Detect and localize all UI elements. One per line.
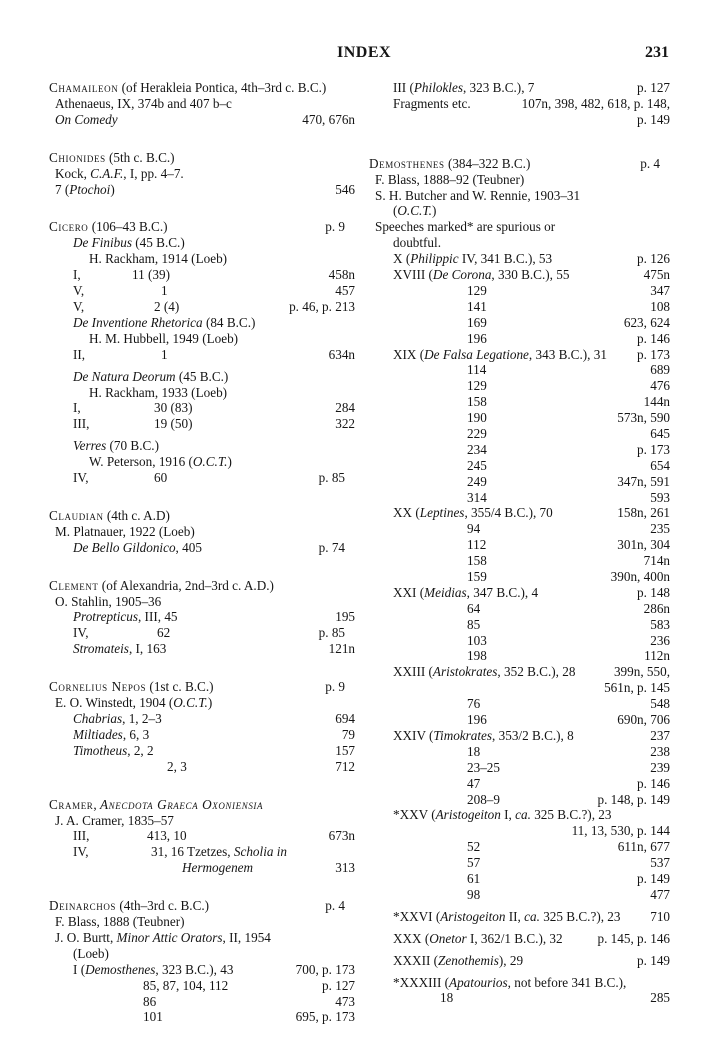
section-row (369, 394, 670, 410)
section-row (369, 569, 670, 585)
edition-line: H. Rackham, 1933 (Loeb) (89, 384, 228, 400)
section-row (369, 760, 670, 776)
section-rows (369, 744, 670, 808)
note-line: Speeches marked* are spurious or (375, 219, 556, 235)
section-row (369, 362, 670, 378)
right-column (369, 80, 670, 1028)
section-row (369, 458, 670, 474)
section-number: 159 (467, 569, 487, 585)
left-column (49, 80, 355, 1047)
index-entry-claudian (49, 508, 355, 556)
citation-row: III (Philokles, 323 B.C.), 7 p. 127 (393, 80, 670, 95)
page-reference: p. 146 (637, 775, 670, 791)
section-row (369, 887, 670, 903)
citation-row: IV, 60 p. 85 (73, 470, 345, 486)
citation-row: V, 1 457 (73, 283, 355, 299)
section-number: 158 (467, 553, 487, 569)
page-reference: 714n (643, 553, 670, 569)
speech-row: XXI (Meidias, 347 B.C.), 4 p. 148 (393, 584, 670, 600)
edition-line: M. Platnauer, 1922 (Loeb) (55, 523, 195, 539)
work-title: De Natura Deorum (45 B.C.) (73, 368, 229, 384)
edition-line: S. H. Butcher and W. Rennie, 1903–31 (375, 187, 581, 203)
index-entry-cicero (49, 219, 355, 486)
citation-row: V, 2 (4) p. 46, p. 213 (73, 298, 355, 314)
page-reference: 623, 624 (623, 314, 670, 330)
section-number: 141 (467, 298, 487, 314)
speech-row: XX (Leptines, 355/4 B.C.), 70 158n, 261 (393, 505, 670, 521)
page-reference: 239 (650, 759, 670, 775)
index-entry-chamaileon (49, 80, 355, 128)
section-number: 229 (467, 425, 487, 441)
section-number: 18 (467, 743, 481, 759)
section-rows (369, 839, 670, 903)
note-line: doubtful. (393, 235, 441, 251)
edition-line: J. O. Burtt, Minor Attic Orators, II, 1954 (55, 929, 271, 945)
speech-row: XXXII (Zenothemis), 29 p. 149 (393, 952, 670, 968)
page-header (0, 44, 725, 66)
section-number: 47 (467, 775, 481, 791)
page-reference: p. 146 (637, 330, 670, 346)
citation-row: Chabrias, 1, 2–3 694 (73, 711, 355, 726)
index-entry-clement (49, 578, 355, 658)
section-number: 129 (467, 282, 487, 298)
citation-row: II, 1 634n (73, 346, 355, 362)
citation-row: 86 473 (143, 993, 355, 1009)
citation-row: III, 413, 10 673n (73, 828, 355, 844)
page-reference: 144n (643, 394, 670, 410)
page-reference: 476 (650, 378, 670, 394)
citation-row: 7 (Ptochoi) 546 (55, 181, 355, 197)
section-row (369, 315, 670, 331)
section-row (369, 776, 670, 792)
section-row (369, 474, 670, 490)
section-row (369, 426, 670, 442)
speech-row: XVIII (De Corona, 330 B.C.), 55 475n (393, 267, 670, 283)
section-row (369, 490, 670, 506)
section-number: 76 (467, 696, 481, 712)
section-number: 198 (467, 648, 487, 664)
speech-row: *XXV (Aristogeiton I, ca. 325 B.C.?), 23 (393, 807, 612, 823)
edition-line: Athenaeus, IX, 374b and 407 b–c (55, 95, 232, 111)
section-number: 112 (467, 537, 487, 553)
citation-row: III, 19 (50) 322 (73, 416, 355, 432)
page-reference: 112n (644, 648, 670, 664)
section-row (369, 537, 670, 553)
section-number: 23–25 (467, 759, 500, 775)
index-entry-demosthenes (369, 156, 670, 1007)
section-number: 249 (467, 473, 487, 489)
entry-heading: Clement (of Alexandria, 2nd–3rd c. A.D.) (49, 577, 274, 593)
edition-line: F. Blass, 1888–92 (Teubner) (375, 171, 525, 187)
citation-row: p. 149 (637, 111, 670, 127)
page-reference: p. 173 (637, 441, 670, 457)
work-title: De Finibus (45 B.C.) (73, 235, 185, 251)
citation-row: Protrepticus, III, 45 195 (73, 609, 355, 625)
citation-row: Stromateis, I, 163 121n (73, 641, 355, 657)
page-reference: p. 148, p. 149 (597, 791, 670, 807)
section-row (369, 744, 670, 760)
citation-row: Hermogenem 313 (182, 860, 355, 876)
citation-row: 101 695, p. 173 (143, 1009, 355, 1025)
index-entry-deinarchos (49, 898, 355, 1025)
citation-row: I, 30 (83) 284 (73, 400, 355, 416)
entry-heading: Chamaileon (of Herakleia Pontica, 4th–3rd c. B.C.) (49, 80, 327, 95)
page-reference: 548 (650, 696, 670, 712)
section-row (369, 553, 670, 569)
entry-heading: Demosthenes (384–322 B.C.) p. 4 (369, 155, 660, 171)
section-row (369, 792, 670, 808)
edition-line: J. A. Cramer, 1835–57 (55, 812, 174, 828)
page-reference: 108 (650, 298, 670, 314)
speech-row-continued: 11, 13, 530, p. 144 (571, 823, 670, 839)
section-row (369, 696, 670, 712)
citation-row: 18 285 (440, 990, 670, 1006)
section-row (369, 601, 670, 617)
section-rows (369, 362, 670, 505)
section-row (369, 712, 670, 728)
section-number: 94 (467, 521, 481, 537)
section-number: 196 (467, 712, 487, 728)
index-entry-deinarchos-continued (369, 80, 670, 128)
entry-heading: Cicero (106–43 B.C.) p. 9 (49, 219, 345, 235)
speech-row: XXIV (Timokrates, 353/2 B.C.), 8 237 (393, 727, 670, 743)
edition-line: Kock, C.A.F., I, pp. 4–7. (55, 165, 184, 181)
citation-row: De Bello Gildonico, 405 p. 74 (73, 539, 345, 555)
edition-line: E. O. Winstedt, 1904 (O.C.T.) (55, 695, 213, 711)
citation-row: 2, 3 712 (167, 758, 355, 774)
section-number: 234 (467, 441, 487, 457)
page-reference: 573n, 590 (617, 410, 670, 426)
edition-line: W. Peterson, 1916 (O.C.T.) (89, 454, 232, 470)
section-number: 158 (467, 394, 487, 410)
section-row (369, 378, 670, 394)
edition-line: (O.C.T.) (393, 203, 437, 219)
page-reference: 286n (643, 600, 670, 616)
citation-row: I, 11 (39) 458n (73, 267, 355, 283)
section-row (369, 299, 670, 315)
page-reference: 654 (650, 457, 670, 473)
section-row (369, 871, 670, 887)
entry-heading: Chionides (5th c. B.C.) (49, 149, 175, 165)
speech-row: XIX (De Falsa Legatione, 343 B.C.), 31 p. 173 (393, 346, 670, 362)
section-rows (369, 696, 670, 728)
section-row (369, 617, 670, 633)
entry-heading: Deinarchos (4th–3rd c. B.C.) p. 4 (49, 898, 345, 914)
edition-line: (Loeb) (73, 945, 109, 961)
page-reference: 690n, 706 (617, 712, 670, 728)
section-row (369, 633, 670, 649)
section-number: 61 (467, 871, 481, 886)
section-number: 64 (467, 600, 481, 616)
page-title: INDEX (337, 44, 392, 61)
speech-row-continued: 561n, p. 145 (604, 680, 670, 696)
section-row (369, 648, 670, 664)
section-number: 190 (467, 410, 487, 426)
section-number: 98 (467, 886, 481, 902)
section-number: 314 (467, 489, 487, 505)
section-row (369, 855, 670, 871)
speech-row: *XXVI (Aristogeiton II, ca. 325 B.C.?), 23 710 (393, 908, 670, 924)
citation-row: Miltiades, 6, 3 79 (73, 726, 355, 742)
edition-line: F. Blass, 1888 (Teubner) (55, 914, 185, 930)
page-reference: 611n, 677 (617, 839, 670, 855)
index-entry-cramer (49, 797, 355, 877)
section-number: 169 (467, 314, 487, 330)
citation-row: On Comedy 470, 676n (55, 111, 355, 127)
section-number: 85 (467, 616, 481, 632)
page-reference: 583 (650, 616, 670, 632)
work-title: Verres (70 B.C.) (73, 438, 159, 454)
edition-line: O. Stahlin, 1905–36 (55, 593, 162, 609)
page-reference: 347 (650, 282, 670, 298)
entry-heading: Cornelius Nepos (1st c. B.C.) p. 9 (49, 679, 345, 695)
section-number: 208–9 (467, 791, 500, 807)
section-row (369, 331, 670, 347)
work-title: De Inventione Rhetorica (84 B.C.) (73, 314, 256, 330)
edition-line: H. M. Hubbell, 1949 (Loeb) (89, 330, 239, 346)
section-number: 245 (467, 457, 487, 473)
edition-line: H. Rackham, 1914 (Loeb) (89, 251, 228, 267)
page-reference: 537 (650, 855, 670, 871)
section-number: 57 (467, 855, 481, 871)
speech-row: XXX (Onetor I, 362/1 B.C.), 32 p. 145, p. 146 (393, 930, 670, 946)
page-reference: 477 (650, 886, 670, 902)
page-reference: 238 (650, 743, 670, 759)
page-reference: 645 (650, 425, 670, 441)
index-entry-chionides (49, 150, 355, 198)
citation-row: Timotheus, 2, 2 157 (73, 742, 355, 758)
citation-row: Fragments etc. 107n, 398, 482, 618, p. 148, (393, 95, 670, 111)
section-rows (369, 283, 670, 347)
page-reference: 236 (650, 632, 670, 648)
section-number: 196 (467, 330, 487, 346)
page-reference: 235 (650, 521, 670, 537)
section-row (369, 410, 670, 426)
page-reference: 390n, 400n (610, 569, 670, 585)
speech-row: X (Philippic IV, 341 B.C.), 53 p. 126 (393, 251, 670, 267)
citation-row: IV, 62 p. 85 (73, 625, 345, 641)
speech-row: *XXXIII (Apatourios, not before 341 B.C.), (393, 974, 627, 990)
page-number: 231 (645, 44, 669, 61)
index-entry-cornelius-nepos (49, 679, 355, 774)
section-number: 129 (467, 378, 487, 394)
entry-heading: Cramer, Anecdota Graeca Oxoniensia (49, 796, 264, 812)
entry-heading: Claudian (4th c. A.D) (49, 507, 170, 523)
section-row (369, 521, 670, 537)
section-number: 103 (467, 632, 487, 648)
section-row (369, 283, 670, 299)
section-row (369, 839, 670, 855)
page-reference: 301n, 304 (617, 537, 670, 553)
page-reference: 689 (650, 362, 670, 378)
page-reference: 593 (650, 489, 670, 505)
speech-row: XXIII (Aristokrates, 352 B.C.), 28 399n, 550, (393, 664, 670, 680)
section-number: 114 (467, 362, 487, 378)
section-rows (369, 521, 670, 585)
section-number: 52 (467, 839, 481, 855)
page-reference: 347n, 591 (617, 473, 670, 489)
section-rows (369, 601, 670, 665)
citation-row: I (Demosthenes, 323 B.C.), 43 700, p. 173 (73, 961, 355, 977)
section-row (369, 442, 670, 458)
page-reference: p. 149 (637, 871, 670, 886)
citation-row: 85, 87, 104, 112 p. 127 (143, 977, 355, 993)
citation-row: IV, 31, 16 Tzetzes, Scholia in (73, 844, 288, 860)
